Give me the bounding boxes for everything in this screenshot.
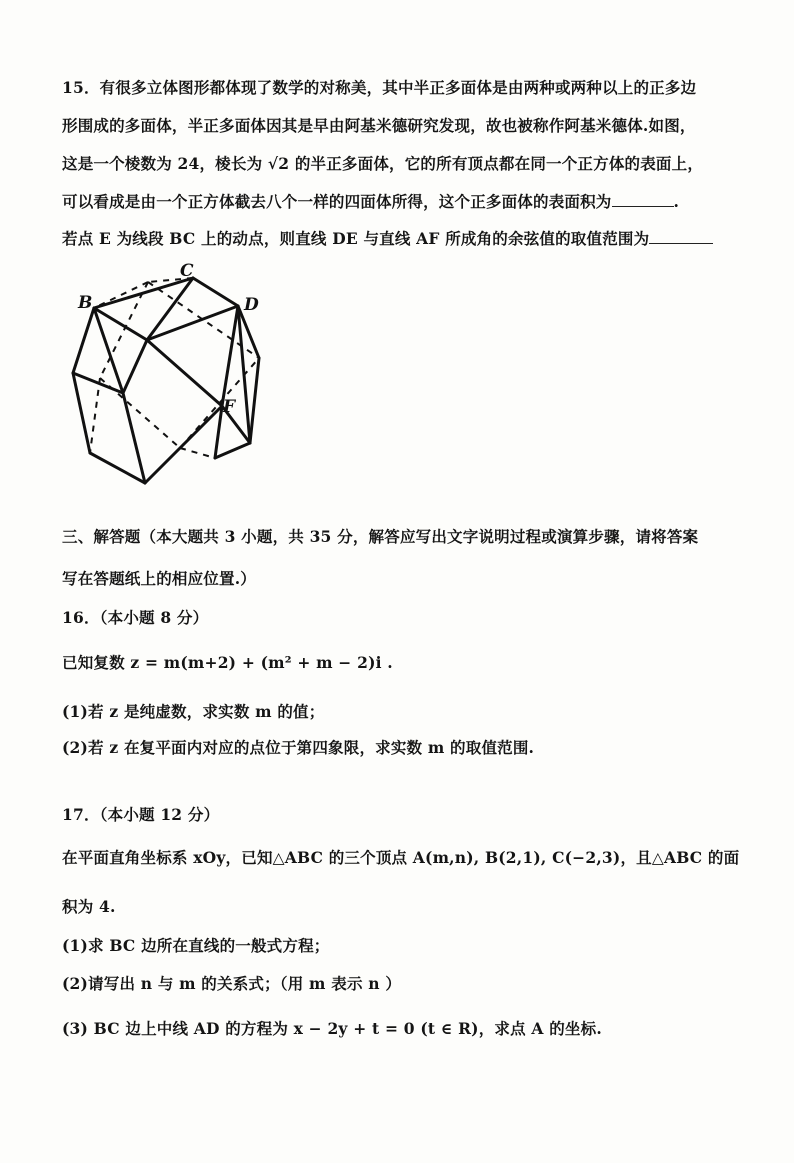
polyhedron-figure <box>60 258 280 498</box>
vertex-label-f: F <box>223 397 236 417</box>
q15-line-2: 形围成的多面体，半正多面体因其是早由阿基米德研究发现，故也被称作阿基米德体.如图， <box>62 116 696 135</box>
vertex-label-b: B <box>78 293 93 313</box>
polyhedron-diagram <box>60 258 280 498</box>
vertex-label-c: C <box>180 261 194 281</box>
vertex-label-d: D <box>244 295 259 315</box>
q17-part-2: (2)请写出 n 与 m 的关系式；（用 m 表示 n ） <box>62 974 402 993</box>
q17-line-1: 在平面直角坐标系 xOy，已知△ABC 的三个顶点 A(m,n), B(2,1), C(−2,3)，且△ABC 的面 <box>62 848 740 867</box>
q15-line-5 <box>62 227 713 249</box>
section3-line-2: 写在答题纸上的相应位置.） <box>62 569 256 588</box>
answer-blank-surface-area[interactable] <box>612 206 674 207</box>
q15-line-1: 15．有很多立体图形都体现了数学的对称美，其中半正多面体是由两种或两种以上的正多边 <box>62 78 697 97</box>
q17-header: 17．（本小题 12 分） <box>62 805 220 824</box>
q17-part-3: (3) BC 边上中线 AD 的方程为 x − 2y + t = 0 (t ∈ R)，求点 A 的坐标. <box>62 1019 602 1038</box>
q16-part-1: (1)若 z 是纯虚数，求实数 m 的值； <box>62 702 325 721</box>
q15-line-5-text: 若点 E 为线段 BC 上的动点，则直线 DE 与直线 AF 所成角的余弦值的取值范围为 <box>62 229 650 248</box>
q17-part-1: (1)求 BC 边所在直线的一般式方程； <box>62 936 330 955</box>
q15-line-4-text: 可以看成是由一个正方体截去八个一样的四面体所得，这个正多面体的表面积为 <box>62 192 612 211</box>
answer-blank-cosine-range[interactable] <box>649 243 713 244</box>
q16-header: 16．（本小题 8 分） <box>62 608 209 627</box>
section3-line-1: 三、解答题（本大题共 3 小题，共 35 分，解答应写出文字说明过程或演算步骤，请将答案 <box>62 527 699 546</box>
q16-part-2: (2)若 z 在复平面内对应的点位于第四象限，求实数 m 的取值范围. <box>62 738 535 757</box>
q15-line-3: 这是一个棱数为 24，棱长为 √2 的半正多面体，它的所有顶点都在同一个正方体的表面上， <box>62 154 704 173</box>
q17-line-2: 积为 4. <box>62 897 116 916</box>
q15-line-4-end: . <box>673 192 680 211</box>
q16-statement: 已知复数 z = m(m+2) + (m² + m − 2)i . <box>62 653 393 672</box>
q15-line-4 <box>62 190 679 212</box>
